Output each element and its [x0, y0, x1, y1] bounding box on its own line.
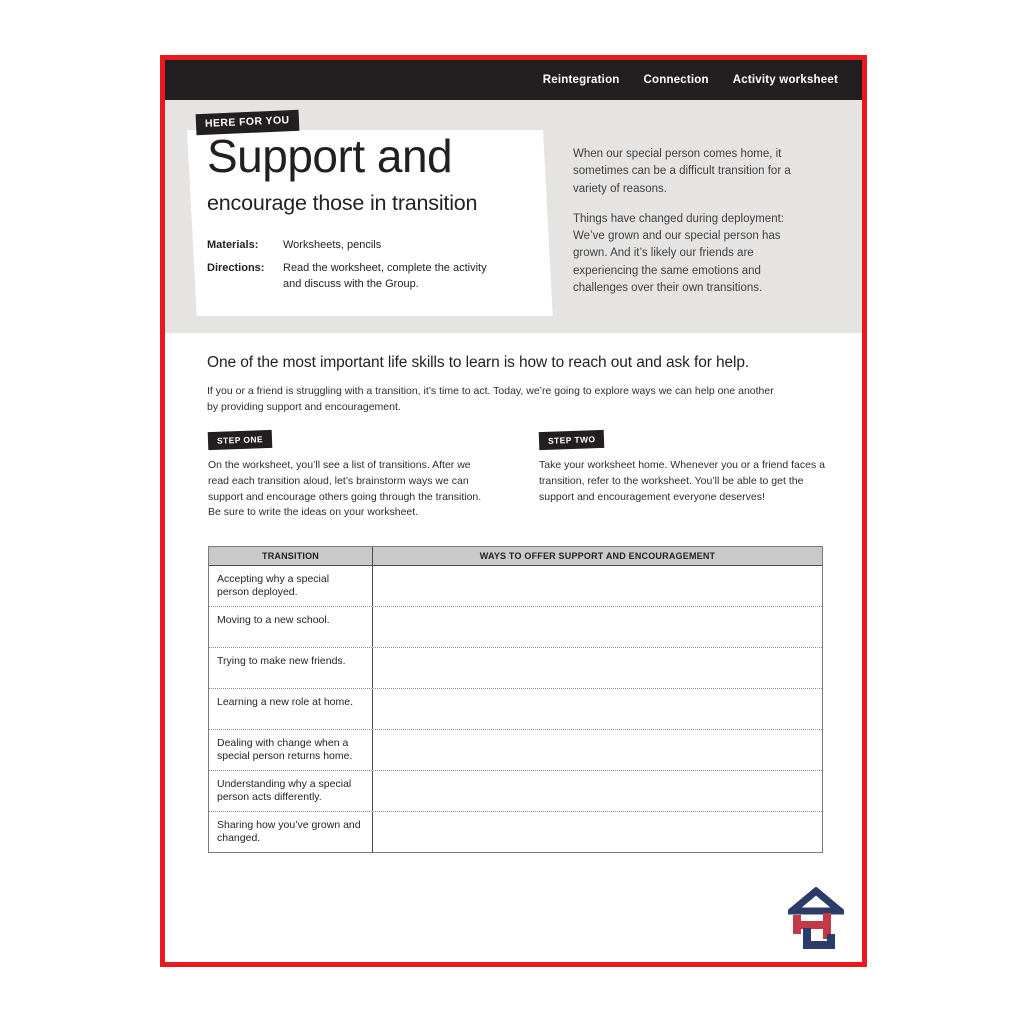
transition-cell: Learning a new role at home. [209, 689, 373, 729]
answer-cell [373, 771, 822, 811]
step-two-badge: STEP TWO [539, 430, 605, 450]
answer-cell [373, 689, 822, 729]
directions-value: Read the worksheet, complete the activity and discuss with the Group. [283, 261, 487, 290]
answer-cell [373, 812, 822, 853]
table-row [209, 812, 822, 853]
step-one-text: On the worksheet, you’ll see a list of transitions. After we read each transition aloud, let’s brainstorm ways we can support and encourage others going through the transition. Be sure to write the ideas on your worksheet. [208, 459, 482, 519]
hero-paragraph-1: When our special person comes home, it sometimes can be a difficult transition for a variety of reasons. [573, 148, 791, 195]
materials-directions [207, 238, 537, 300]
table-row [209, 566, 822, 607]
table-row [209, 648, 822, 689]
page-subtitle: encourage those in transition [207, 191, 478, 215]
table-row [209, 730, 822, 771]
transition-cell: Accepting why a special person deployed. [209, 566, 373, 606]
nav-activity-worksheet: Activity worksheet [732, 74, 838, 86]
materials-label: Materials: [207, 239, 259, 251]
table-header-row [209, 547, 822, 566]
table-row [209, 771, 822, 812]
section-heading: One of the most important life skills to learn is how to reach out and ask for help. [207, 354, 750, 371]
materials-row [207, 238, 537, 254]
answer-cell [373, 607, 822, 647]
answer-cell [373, 730, 822, 770]
house-logo-icon [788, 887, 844, 951]
transition-cell: Dealing with change when a special person returns home. [209, 730, 373, 770]
page-title: Support and [207, 130, 453, 182]
transition-cell: Moving to a new school. [209, 607, 373, 647]
table-row [209, 689, 822, 730]
logo-roof [792, 891, 840, 911]
step-one-badge: STEP ONE [208, 430, 273, 450]
answer-cell [373, 566, 822, 606]
directions-label: Directions: [207, 261, 265, 274]
hero-paragraph-2: Things have changed during deployment: We’ve grown and our special person has grown. And it’s likely our friends are experiencing the same emotions and challenges over their own transitions. [573, 212, 784, 294]
logo-red-shape [793, 913, 831, 939]
col-header-transition: TRANSITION [209, 547, 373, 565]
transition-cell: Trying to make new friends. [209, 648, 373, 688]
transition-cell: Understanding why a special person acts differently. [209, 771, 373, 811]
transitions-table [208, 546, 823, 853]
here-for-you-badge: HERE FOR YOU [196, 110, 299, 135]
transition-cell: Sharing how you’ve grown and changed. [209, 812, 373, 853]
nav-reintegration: Reintegration [542, 74, 620, 86]
hero-intro-copy [573, 146, 817, 310]
nav-connection: Connection [643, 74, 709, 86]
col-header-ways-to-support: WAYS TO OFFER SUPPORT AND ENCOURAGEMENT [479, 551, 716, 561]
section-intro: If you or a friend is struggling with a transition, it’s time to act. Today, we’re going to explore ways we can help one another by providing support and encouragement. [207, 385, 774, 414]
top-nav-bar [165, 60, 862, 100]
worksheet-page [160, 55, 867, 967]
table-row [209, 607, 822, 648]
directions-row [207, 261, 537, 293]
materials-value: Worksheets, pencils [283, 239, 382, 251]
step-two-text: Take your worksheet home. Whenever you or a friend faces a transition, refer to the worksheet. You’ll be able to get the support and encouragement everyone deserves! [539, 459, 825, 503]
answer-cell [373, 648, 822, 688]
